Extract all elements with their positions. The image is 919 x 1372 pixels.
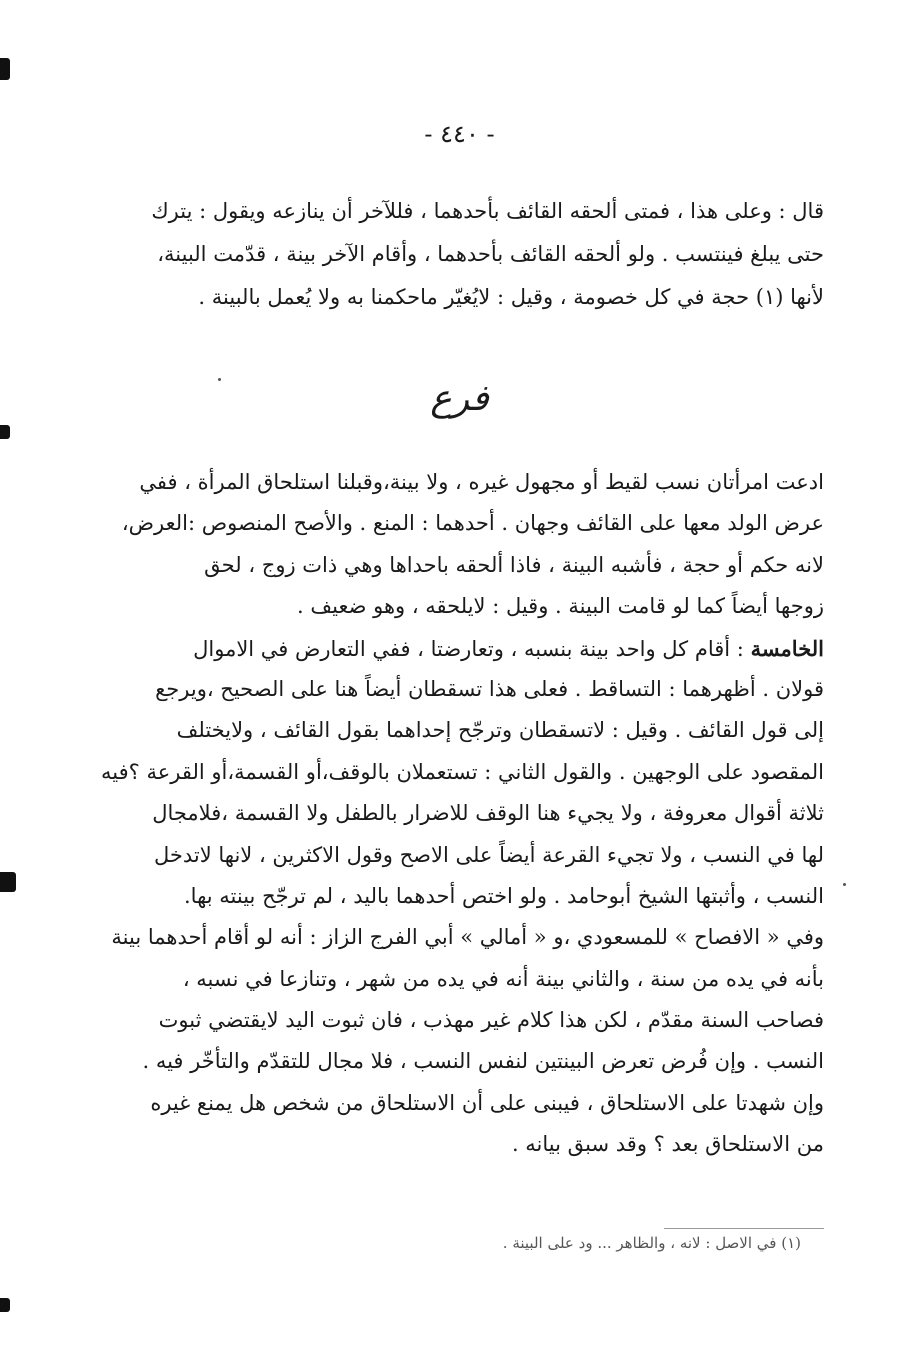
text-line: المقصود على الوجهين . والقول الثاني : تستعملان بالوقف،أو القسمة،أو القرعة ؟فيه: [101, 759, 824, 784]
footnote-rule: [664, 1228, 824, 1229]
text-line: النسب ، وأثبتها الشيخ أبوحامد . ولو اختص أحدهما باليد ، لم ترجّح بينته بها.: [184, 883, 824, 908]
text-line: لها في النسب ، ولا تجيء القرعة أيضاً على الاصح وقول الاكثرين ، لانها لاتدخل: [153, 842, 824, 867]
binding-mark: [0, 872, 16, 892]
text-line: حتى يبلغ فينتسب . ولو ألحقه القائف بأحدهما ، وأقام الآخر بينة ، قدّمت البينة،: [157, 242, 824, 266]
section-heading: فرع: [430, 378, 489, 419]
text-line: النسب . وإن فُرض تعرض البينتين لنفس النسب ، فلا مجال للتقدّم والتأخّر فيه .: [142, 1049, 824, 1074]
text-line: وفي « الافصاح » للمسعودي ،و « أمالي » أبي الفرج الزاز : أنه لو أقام أحدهما بينة: [111, 925, 824, 950]
binding-mark: [0, 58, 10, 80]
text-line: قال : وعلى هذا ، فمتى ألحقه القائف بأحدهما ، فللآخر أن ينازعه ويقول : يترك: [151, 199, 824, 223]
lead-word: الخامسة: [750, 635, 824, 661]
text-line: ثلاثة أقوال معروفة ، ولا يجيء هنا الوقف للاضرار بالطفل ولا القسمة ،فلامجال: [152, 801, 824, 826]
text-line: قولان . أظهرهما : التساقط . فعلى هذا تسقطان أيضاً هنا على الصحيح ،ويرجع: [155, 676, 824, 701]
paragraph-2: [99, 462, 824, 1166]
text-line: زوجها أيضاً كما لو قامت البينة . وقيل : لايلحقه ، وهو ضعيف .: [297, 594, 824, 619]
binding-mark: [0, 425, 10, 439]
text-line-lead: [99, 628, 824, 669]
text-line: بأنه في يده من سنة ، والثاني بينة أنه في يده من شهر ، وتنازعا في نسبه ،: [182, 966, 824, 991]
text-line: وإن شهدتا على الاستلحاق ، فيبنى على أن الاستلحاق من شخص هل يمنع غيره: [150, 1090, 824, 1115]
lead-rest: : أقام كل واحد بينة بنسبه ، وتعارضتا ، ففي التعارض في الاموال: [193, 636, 744, 661]
footnote: (١) في الاصل : لانه ، والظاهر ... ود على البينة .: [502, 1234, 801, 1252]
text-line: ادعت امرأتان نسب لقيط أو مجهول غيره ، ولا بينة،وقبلنا استلحاق المرأة ، ففي: [139, 470, 824, 494]
speck: [843, 883, 846, 886]
text-line: إلى قول القائف . وقيل : لاتسقطان وترجّح إحداهما بقول القائف ، ولايختلف: [176, 718, 824, 743]
paragraph-1: [99, 190, 824, 319]
binding-mark: [0, 1298, 10, 1312]
text-line: فصاحب السنة مقدّم ، لكن هذا كلام غير مهذب ، فان ثبوت اليد لايقتضي ثبوت: [158, 1008, 824, 1033]
page-number: - ٤٤٠ -: [424, 120, 495, 148]
text-line: عرض الولد معها على القائف وجهان . أحدهما : المنع . والأصح المنصوص :العرض،: [121, 511, 824, 536]
text-line: لانه حكم أو حجة ، فأشبه البينة ، فاذا ألحقه باحداها وهي ذات زوج ، لحق: [204, 552, 824, 577]
text-line: من الاستلحاق بعد ؟ وقد سبق بيانه .: [511, 1132, 824, 1157]
text-line: لأنها (١) حجة في كل خصومة ، وقيل : لايُغيّر ماحكمنا به ولا يُعمل بالبينة .: [198, 285, 824, 309]
